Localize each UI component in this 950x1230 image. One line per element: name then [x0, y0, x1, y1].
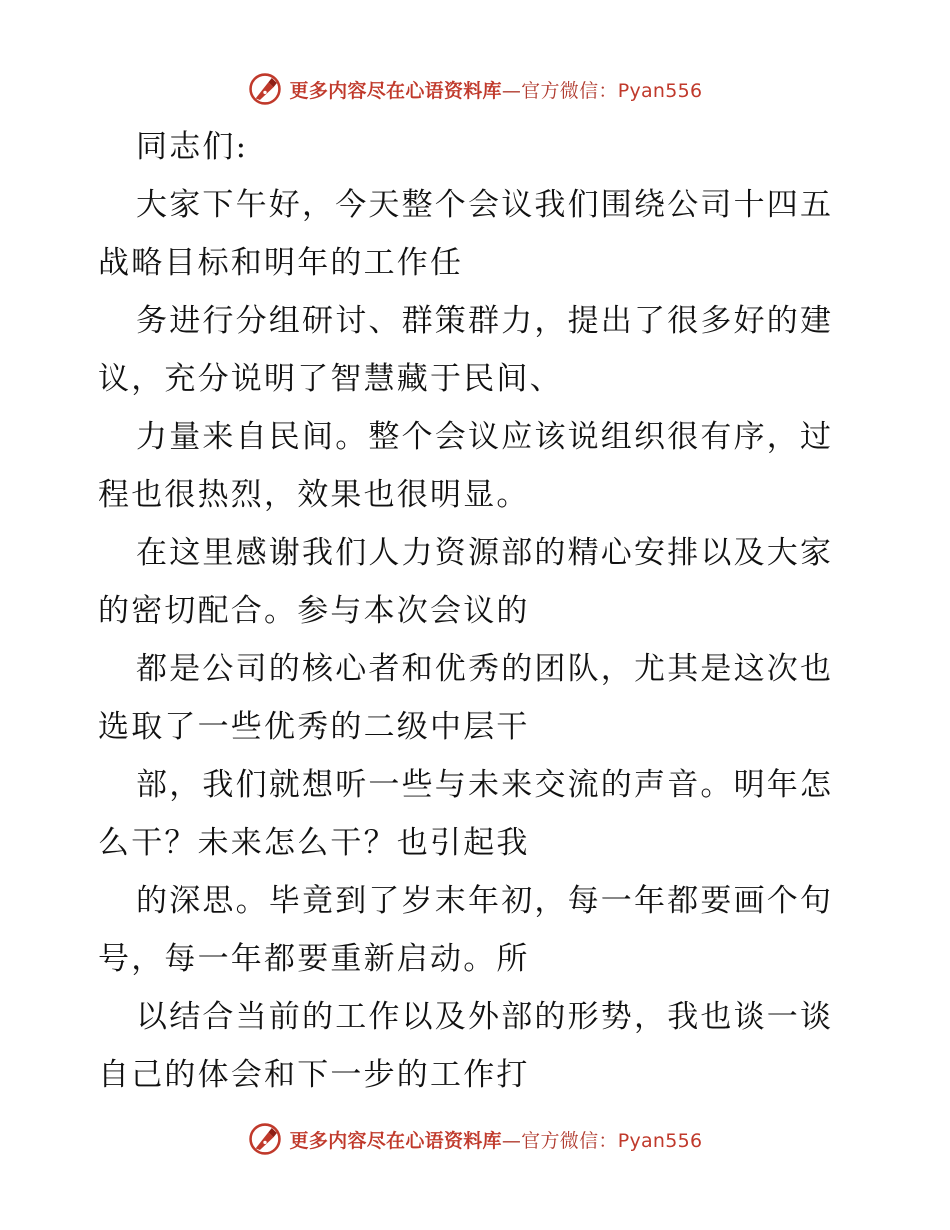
paragraph: 以结合当前的工作以及外部的形势，我也谈一谈自己的体会和下一步的工作打: [98, 999, 834, 1093]
pen-logo-icon: [248, 72, 282, 106]
paragraph: 力量来自民间。整个会议应该说组织很有序，过程也很热烈，效果也很明显。: [98, 419, 834, 513]
header-separator: —: [501, 79, 522, 102]
paragraph: 大家下午好，今天整个会议我们围绕公司十四五战略目标和明年的工作任: [98, 187, 834, 281]
header-brand-text: 更多内容尽在心语资料库: [289, 79, 502, 102]
paragraph-salutation: 同志们:: [136, 129, 249, 165]
header-banner: [0, 72, 950, 106]
paragraph: 部，我们就想听一些与未来交流的声音。明年怎么干？未来怎么干？也引起我: [98, 767, 834, 861]
paragraph: 务进行分组研讨、群策群力，提出了很多好的建议，充分说明了智慧藏于民间、: [98, 303, 834, 397]
header-wechat-label: 官方微信：: [521, 79, 618, 102]
paragraph: 都是公司的核心者和优秀的团队，尤其是这次也选取了一些优秀的二级中层干: [98, 651, 834, 745]
paragraph: 的深思。毕竟到了岁末年初，每一年都要画个句号，每一年都要重新启动。所: [98, 883, 834, 977]
footer-separator: —: [501, 1129, 522, 1152]
header-wechat-id: Pyan556: [617, 79, 703, 102]
footer-banner: [0, 1122, 950, 1156]
document-body: [98, 118, 858, 1104]
pen-logo-icon: [248, 1122, 282, 1156]
paragraph: 在这里感谢我们人力资源部的精心安排以及大家的密切配合。参与本次会议的: [98, 535, 834, 629]
footer-wechat-label: 官方微信：: [521, 1129, 618, 1152]
footer-brand-text: 更多内容尽在心语资料库: [289, 1129, 502, 1152]
footer-wechat-id: Pyan556: [617, 1129, 703, 1152]
